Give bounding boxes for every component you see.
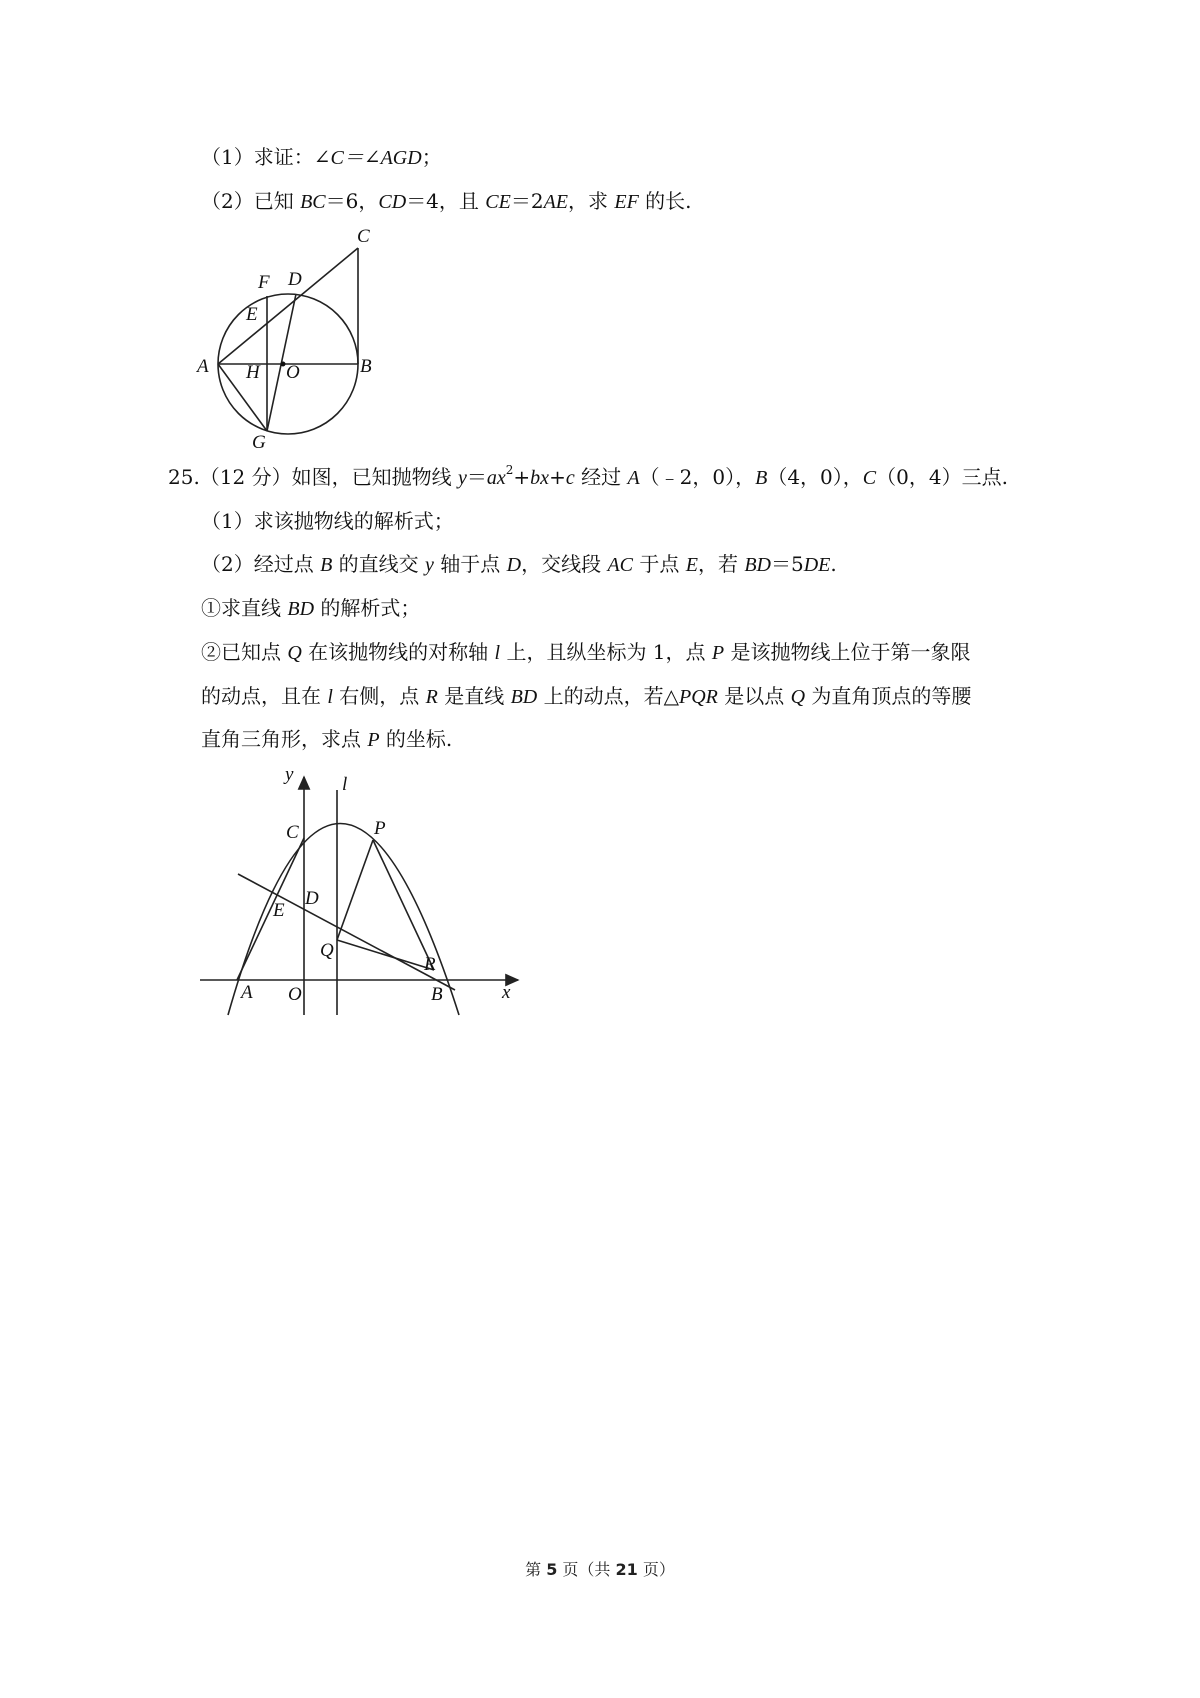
segment-ac: [237, 838, 304, 980]
label-b: B: [360, 356, 372, 377]
q24-part1: （1）求证：∠C＝∠AGD；: [201, 145, 442, 169]
label-c: C: [357, 226, 370, 247]
page-footer: 第 5 页（共 21 页）: [525, 1560, 675, 1579]
q24-part2: （2）已知 BC＝6，CD＝4，且 CE＝2AE，求 EF 的长.: [201, 189, 692, 213]
q25-sub2-line2: 的动点，且在 l 右侧，点 R 是直线 BD 上的动点，若△PQR 是以点 Q 为直角顶点的等腰: [201, 684, 972, 708]
segment-pq: [337, 840, 373, 940]
label-a: A: [197, 356, 209, 377]
q25-part2: （2）经过点 B 的直线交 y 轴于点 D，交线段 AC 于点 E，若 BD＝5DE.: [201, 552, 837, 576]
q25-sub2-line3: 直角三角形，求点 P 的坐标.: [201, 727, 453, 751]
label-f: F: [258, 272, 270, 293]
label-h: H: [246, 362, 260, 383]
label-q: Q: [320, 940, 334, 961]
label-d: D: [288, 269, 302, 290]
segment-qr: [337, 940, 434, 970]
label-y: y: [285, 764, 294, 785]
q25-part1: （1）求该抛物线的解析式；: [201, 509, 454, 533]
label-b: B: [431, 984, 443, 1005]
q25-sub2-line1: ②已知点 Q 在该抛物线的对称轴 l 上，且纵坐标为 1，点 P 是该抛物线上位于第一象限: [201, 640, 971, 664]
label-r: R: [424, 954, 436, 975]
label-x: x: [502, 982, 511, 1003]
label-e: E: [246, 304, 258, 325]
label-e: E: [273, 900, 285, 921]
q25-sub1: ①求直线 BD 的解析式；: [201, 596, 421, 620]
label-l: l: [342, 774, 348, 795]
label-o: O: [288, 984, 302, 1005]
line-bd: [238, 874, 455, 990]
label-p: P: [374, 818, 386, 839]
q25-stem: 25.（12 分）如图，已知抛物线 $y=ax^2+bx+c$ 经过 A（﹣2，0），B（4，0），C（0，4）三点.: [168, 463, 1008, 489]
label-g: G: [252, 432, 266, 453]
label-d: D: [305, 888, 319, 909]
label-o: O: [286, 362, 300, 383]
label-a: A: [241, 982, 253, 1003]
parabola: [228, 824, 459, 1016]
label-c: C: [286, 822, 299, 843]
